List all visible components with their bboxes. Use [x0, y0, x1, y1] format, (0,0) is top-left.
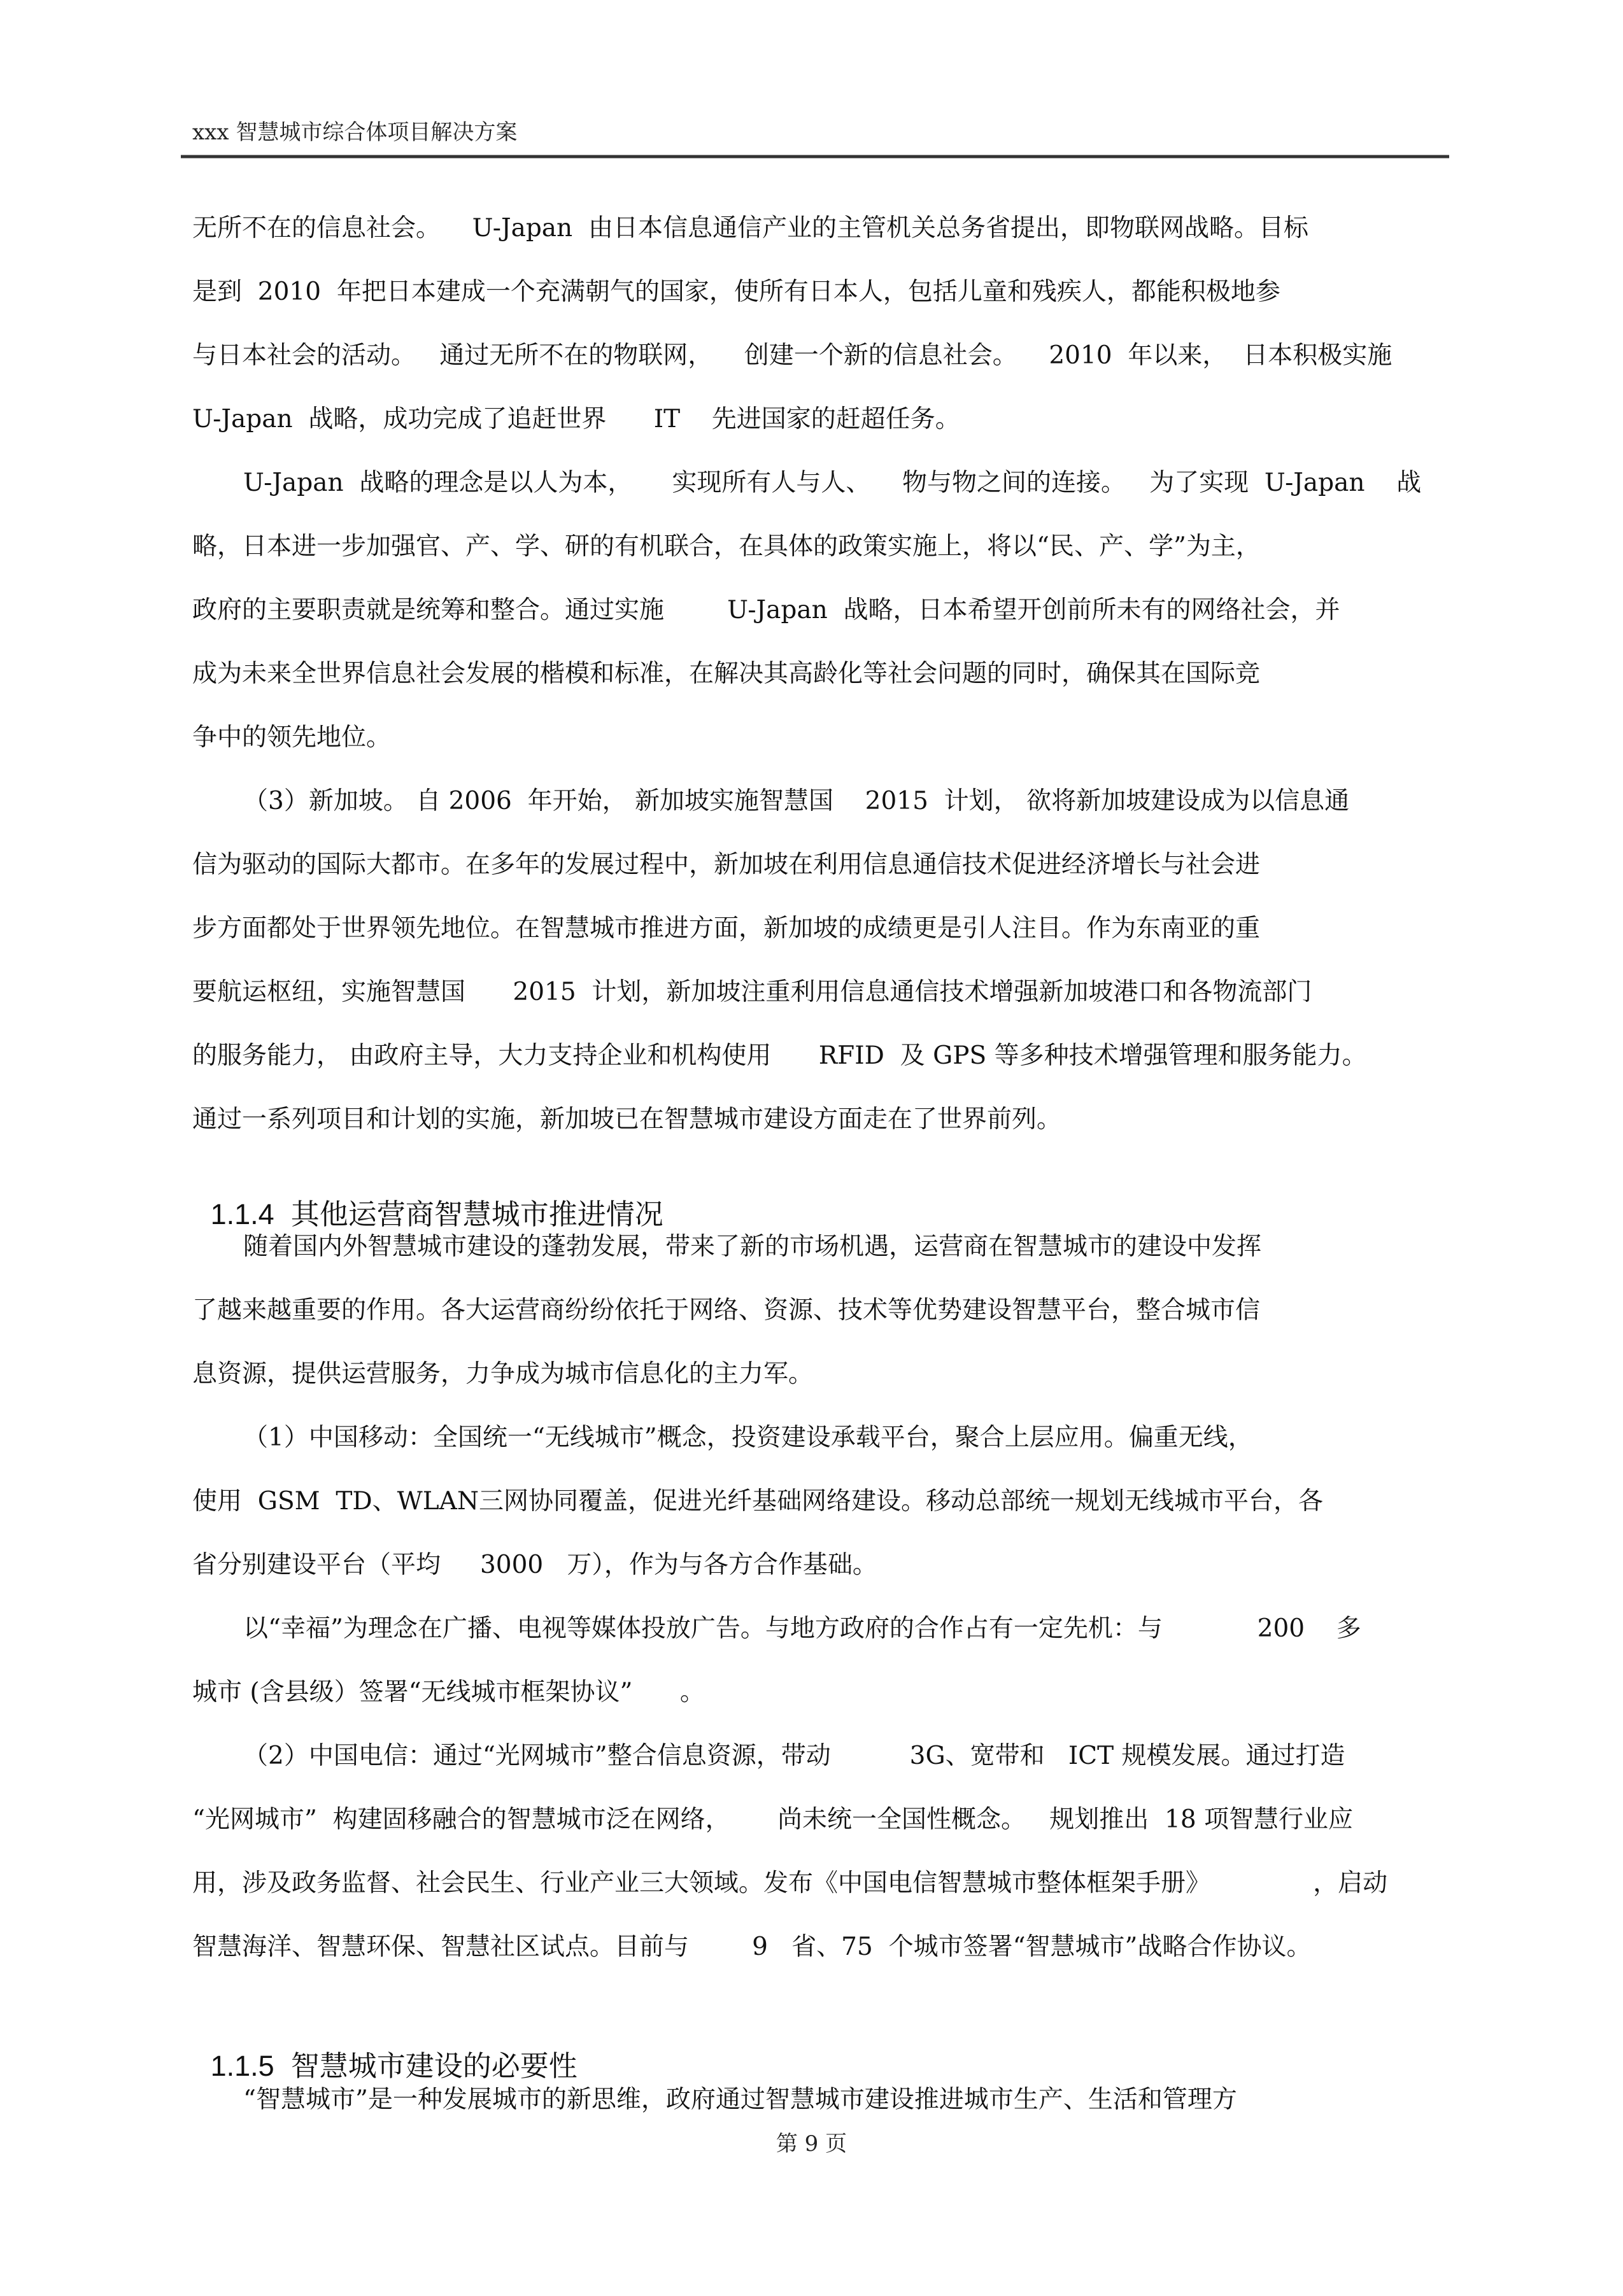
header-divider [181, 155, 1449, 158]
body-text-line: 息资源，提供运营服务，力争成为城市信息化的主力军。 [192, 1360, 814, 1388]
section-number: 1.1.5 [210, 2050, 274, 2082]
section-number: 1.1.4 [210, 1198, 274, 1230]
body-text-line: 省分别建设平台（平均 3000 万），作为与各方合作基础。 [192, 1551, 877, 1579]
body-text-line: 要航运枢纽，实施智慧国 2015 计划，新加坡注重利用信息通信技术增强新加坡港口和各物流部门 [192, 978, 1312, 1006]
body-text-line: “光网城市” 构建固移融合的智慧城市泛在网络， 尚未统一全国性概念。 规划推出 18 项智慧行业应 [192, 1805, 1354, 1834]
section-title: 其他运营商智慧城市推进情况 [290, 1197, 663, 1231]
body-text-line: U-Japan 战略，成功完成了追赶世界 IT 先进国家的赶超任务。 [192, 405, 960, 433]
body-text-line: 无所不在的信息社会。 U-Japan 由日本信息通信产业的主管机关总务省提出，即物联网战略。目标 [192, 214, 1308, 243]
body-text-line: （2）中国电信：通过“光网城市”整合信息资源，带动 3G、宽带和 ICT 规模发展。通过打造 [243, 1742, 1345, 1770]
body-text-line: 的服务能力， 由政府主导，大力支持企业和机构使用 RFID 及 GPS 等多种技术增强管理和服务能力。 [192, 1041, 1367, 1070]
page-number-footer: 第 9 页 [776, 2131, 847, 2157]
body-text-line: 是到 2010 年把日本建成一个充满朝气的国家，使所有日本人，包括儿童和残疾人，都能积极地参 [192, 278, 1280, 306]
body-text-line: 政府的主要职责就是统筹和整合。通过实施 U-Japan 战略，日本希望开创前所未有的网络社会，并 [192, 596, 1340, 624]
body-text-line: 了越来越重要的作用。各大运营商纷纷依托于网络、资源、技术等优势建设智慧平台，整合城市信 [192, 1296, 1261, 1325]
section-heading-1-1-5 [192, 2017, 578, 2083]
body-text-line: 略，日本进一步加强官、产、学、研的有机联合，在具体的政策实施上，将以“民、产、学”为主， [192, 532, 1261, 561]
body-text-line: 争中的领先地位。 [192, 723, 392, 752]
body-text-line: 城市 (含县级）签署“无线城市框架协议” 。 [192, 1678, 705, 1707]
body-text-line: 以“幸福”为理念在广播、电视等媒体投放广告。与地方政府的合作占有一定先机：与 200 多 [243, 1614, 1361, 1643]
body-text-line: 与日本社会的活动。 通过无所不在的物联网， 创建一个新的信息社会。 2010 年以来， 日本积极实施 [192, 341, 1393, 370]
body-text-line: 用，涉及政务监督、社会民生、行业产业三大领域。发布《中国电信智慧城市整体框架手册》 ，启动 [192, 1869, 1388, 1898]
body-text-line: 智慧海洋、智慧环保、智慧社区试点。目前与 9 省、75 个城市签署“智慧城市”战略合作协议。 [192, 1933, 1312, 1961]
body-text-line: 步方面都处于世界领先地位。在智慧城市推进方面，新加坡的成绩更是引人注目。作为东南亚的重 [192, 914, 1261, 943]
body-text-line: “智慧城市”是一种发展城市的新思维，政府通过智慧城市建设推进城市生产、生活和管理方 [243, 2085, 1237, 2114]
page-header-title: xxx 智慧城市综合体项目解决方案 [192, 120, 518, 145]
body-text-line: （1）中国移动：全国统一“无线城市”概念，投资建设承载平台，聚合上层应用。偏重无线， [243, 1423, 1253, 1452]
section-heading-1-1-4 [192, 1165, 663, 1231]
body-text-line: 信为驱动的国际大都市。在多年的发展过程中，新加坡在利用信息通信技术促进经济增长与社会进 [192, 850, 1261, 879]
body-text-line: 使用 GSM TD、WLAN三网协同覆盖，促进光纤基础网络建设。移动总部统一规划无线城市平台，各 [192, 1487, 1323, 1516]
section-title: 智慧城市建设的必要性 [290, 2049, 578, 2083]
body-text-line: 通过一系列项目和计划的实施，新加坡已在智慧城市建设方面走在了世界前列。 [192, 1105, 1062, 1134]
body-text-line: 成为未来全世界信息社会发展的楷模和标准，在解决其高龄化等社会问题的同时，确保其在国际竞 [192, 659, 1261, 688]
body-text-line: （3）新加坡。 自 2006 年开始， 新加坡实施智慧国 2015 计划， 欲将新加坡建设成为以信息通 [243, 787, 1350, 815]
body-text-line: U-Japan 战略的理念是以人为本， 实现所有人与人、 物与物之间的连接。 为了实现 U-Japan 战 [243, 468, 1422, 497]
body-text-line: 随着国内外智慧城市建设的蓬勃发展，带来了新的市场机遇，运营商在智慧城市的建设中发挥 [243, 1232, 1262, 1261]
